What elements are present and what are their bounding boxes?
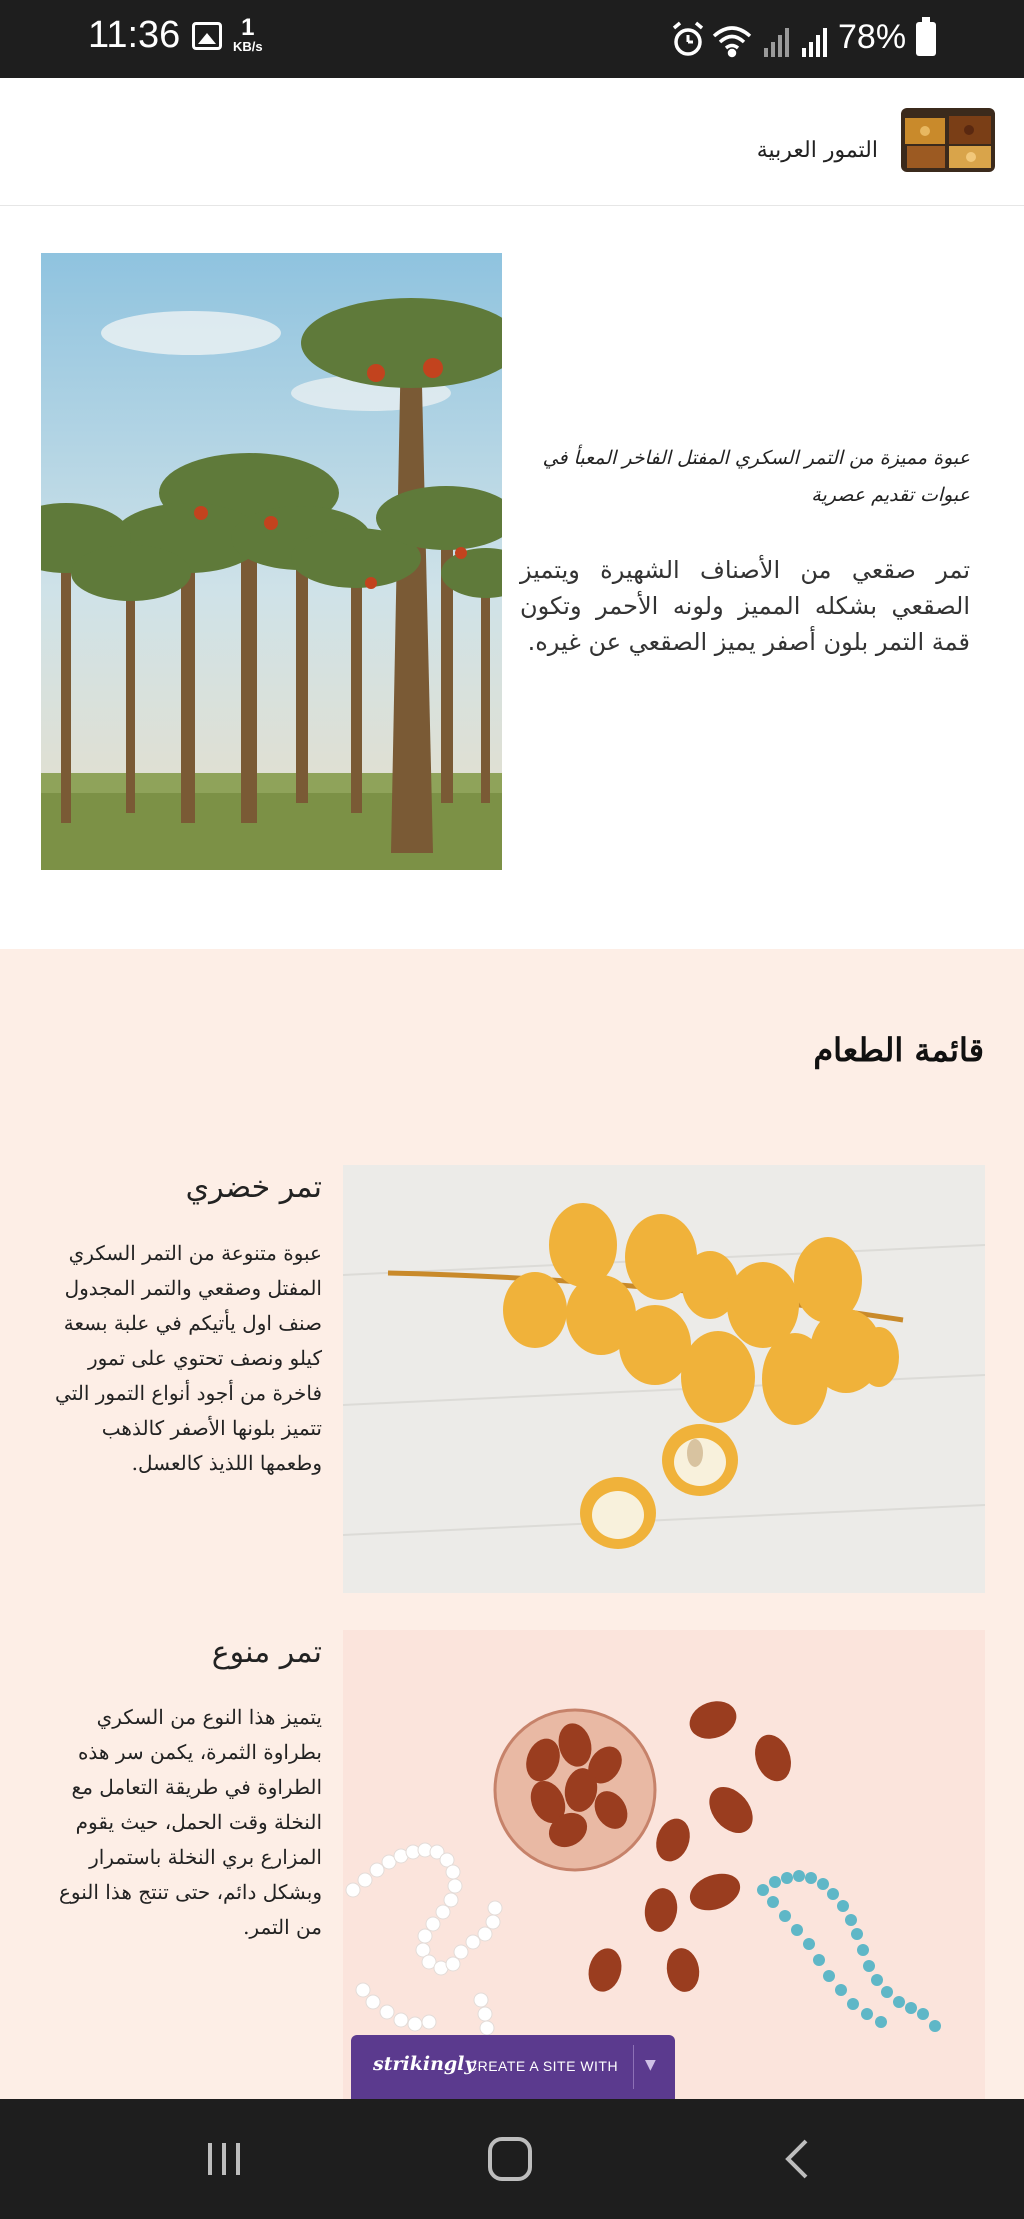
menu-item-description: عبوة متنوعة من التمر السكري المفتل وصقعي والتمر المجدول صنف اول يأتيكم في علبة بسعة كيلو ونصف تحتوي على تمور فاخرة من أجود أنواع التمور التي تتميز بلونها الأصفر كالذهب وطعمها اللذيذ كالعسل. — [55, 1241, 322, 1475]
menu-title: قائمة الطعام — [813, 1031, 984, 1069]
battery-icon — [916, 22, 936, 56]
network-speed — [233, 16, 263, 53]
hero-subtitle: عبوة مميزة من التمر السكري المفتل الفاخر المعبأ في عبوات تقديم عصرية — [542, 447, 970, 506]
network-speed-unit: KB/s — [233, 39, 263, 54]
menu-item-description: يتميز هذا النوع من السكري بطراوة الثمرة، يكمن سر هذه الطراوة في طريقة التعامل مع النخلة وقت الحمل، حيث يقوم المزارع بري النخلة باستمرار وبشكل دائم، حتى تنتج هذا النوع من التمر. — [58, 1705, 322, 1939]
system-navigation-bar — [0, 2099, 1024, 2219]
status-bar — [0, 0, 1024, 78]
hero-description: تمر صقعي من الأصناف الشهيرة ويتميز الصقعي بشكله المميز ولونه الأحمر وتكون قمة التمر بلون أصفر يميز الصقعي عن غيره. — [520, 556, 970, 656]
site-title[interactable]: التمور العربية — [756, 138, 878, 163]
logo-image[interactable] — [901, 108, 995, 172]
network-speed-value: 1 — [241, 14, 255, 41]
dates-bowl-image — [343, 1630, 985, 2099]
signal-icon — [802, 28, 827, 57]
battery-percent: 78% — [838, 18, 907, 56]
palm-trees-image — [41, 253, 502, 870]
alarm-icon — [674, 23, 702, 54]
badge-cta: CREATE A SITE WITH — [467, 2058, 619, 2074]
recent-apps-icon[interactable] — [194, 2129, 254, 2189]
yellow-dates-image — [343, 1165, 985, 1593]
menu-item-name: تمر خضري — [185, 1170, 322, 1205]
wifi-icon — [714, 28, 750, 56]
chevron-down-icon[interactable]: ▼ — [645, 2057, 656, 2073]
clock: 11:36 — [88, 14, 181, 56]
badge-divider — [633, 2045, 634, 2089]
site-header — [0, 78, 1024, 206]
strikingly-badge[interactable] — [351, 2035, 675, 2099]
menu-item-name: تمر منوع — [211, 1635, 322, 1670]
signal-weak-icon — [764, 28, 789, 57]
gallery-notification-icon — [192, 22, 222, 50]
badge-brand: strikingly — [373, 2053, 476, 2075]
home-icon[interactable] — [480, 2129, 540, 2189]
back-icon[interactable] — [768, 2129, 828, 2189]
